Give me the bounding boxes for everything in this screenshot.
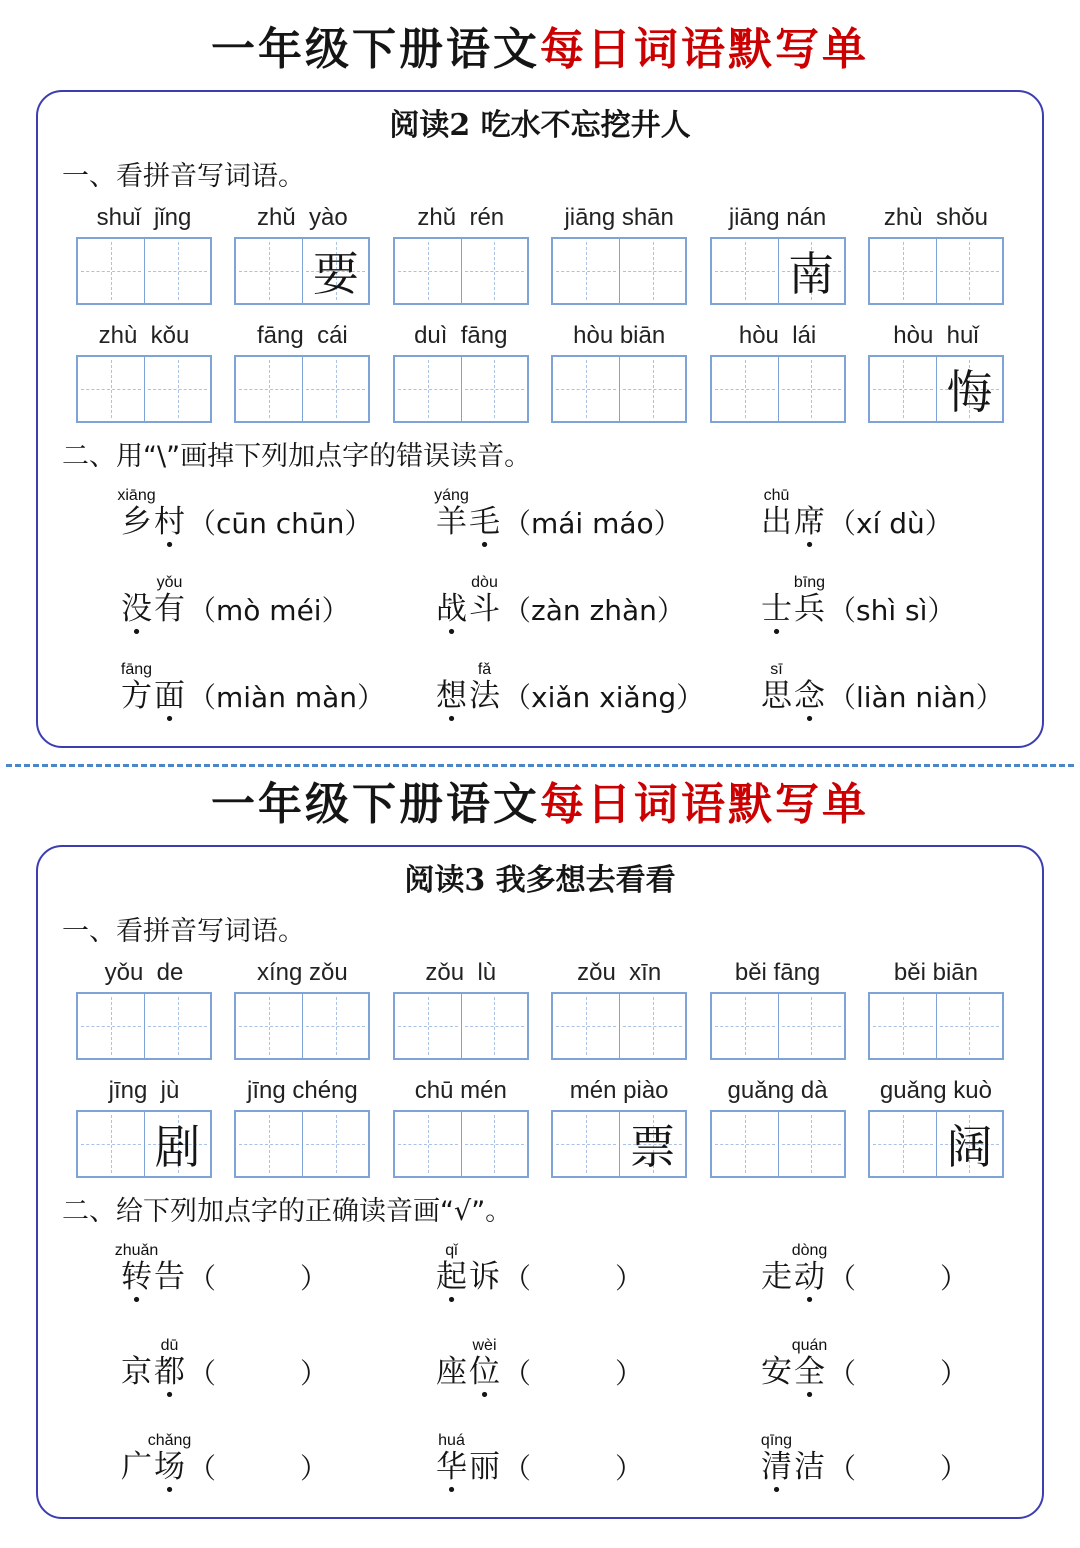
writing-cell xyxy=(395,1112,461,1176)
pinyin-hint: qīng xyxy=(760,1432,793,1449)
writing-grid xyxy=(393,1110,529,1178)
word-char xyxy=(793,661,826,730)
emphasis-dot: • xyxy=(804,1385,815,1406)
writing-cell xyxy=(236,1112,302,1176)
hanzi: 士 xyxy=(761,591,792,627)
writing-grid xyxy=(76,355,212,423)
section-2-label: 二、给下列加点字的正确读音画“√”。 xyxy=(62,1196,513,1227)
reading-options: （mái máo） xyxy=(503,507,682,540)
writing-cell xyxy=(778,1112,844,1176)
hanzi: 出 xyxy=(761,504,792,540)
answer-char: 悔 xyxy=(946,365,993,419)
word-block xyxy=(393,958,529,1060)
worksheet-box xyxy=(36,845,1044,1519)
word-char xyxy=(435,661,468,730)
exercise-item xyxy=(760,1337,1018,1406)
word-char xyxy=(114,1242,159,1311)
answer-char: 南 xyxy=(788,247,835,301)
pinyin-label: fāng cái xyxy=(257,322,348,349)
word-char xyxy=(760,574,793,643)
word-char xyxy=(468,487,501,556)
writing-grid xyxy=(76,1110,212,1178)
reading-options: （ ） xyxy=(828,1357,969,1390)
emphasis-dot: • xyxy=(131,1290,142,1311)
word-char xyxy=(153,661,186,730)
emphasis-dot: • xyxy=(446,622,457,643)
writing-cell xyxy=(936,1112,1002,1176)
pinyin-label: hòu huǐ xyxy=(893,322,979,349)
writing-grid xyxy=(710,1110,846,1178)
emphasis-dot: • xyxy=(164,1480,175,1501)
word-char xyxy=(791,1337,828,1406)
answer-char: 剧 xyxy=(154,1120,201,1174)
writing-grid xyxy=(710,237,846,305)
pinyin-hint: dū xyxy=(160,1337,179,1354)
emphasis-dot: • xyxy=(479,535,490,556)
hanzi: 毛 xyxy=(469,504,500,540)
word-block xyxy=(551,1076,687,1178)
writing-cell xyxy=(236,994,302,1058)
writing-cell xyxy=(870,994,936,1058)
word-char xyxy=(468,1242,501,1307)
emphasis-dot: • xyxy=(804,1290,815,1311)
word-char xyxy=(153,574,186,639)
pinyin-hint: qǐ xyxy=(445,1242,458,1259)
pinyin-label: jiāng nán xyxy=(728,204,827,231)
word-block xyxy=(393,203,529,305)
emphasis-dot: • xyxy=(804,535,815,556)
pinyin-label: guǎng kuò xyxy=(879,1077,992,1104)
writing-cell xyxy=(395,239,461,303)
writing-grid xyxy=(551,237,687,305)
pinyin-label: chū mén xyxy=(414,1077,507,1104)
hanzi: 动 xyxy=(794,1259,825,1295)
hanzi: 村 xyxy=(154,504,185,540)
page-2 xyxy=(0,777,1080,1519)
exercise-item xyxy=(760,574,1018,643)
writing-grid xyxy=(76,237,212,305)
word-char xyxy=(120,1337,153,1402)
emphasis-dot: • xyxy=(446,1480,457,1501)
hanzi: 羊 xyxy=(436,504,467,540)
writing-grid xyxy=(234,992,370,1060)
pinyin-label: zhù kǒu xyxy=(98,322,190,349)
reading-options: （ ） xyxy=(188,1452,329,1485)
word-block xyxy=(868,321,1004,423)
word-block xyxy=(710,321,846,423)
writing-cell xyxy=(778,994,844,1058)
exercise-item xyxy=(120,1337,435,1406)
writing-cell xyxy=(302,994,368,1058)
pinyin-grid-row-1 xyxy=(76,958,1004,1060)
hanzi: 乡 xyxy=(121,504,152,540)
writing-cell xyxy=(395,357,461,421)
section-2-label: 二、用“\”画掉下列加点字的错误读音。 xyxy=(62,441,532,472)
word-block xyxy=(551,958,687,1060)
word-char xyxy=(760,661,793,726)
emphasis-dot: • xyxy=(164,709,175,730)
writing-cell xyxy=(236,357,302,421)
writing-grid xyxy=(234,355,370,423)
writing-cell xyxy=(461,994,527,1058)
pinyin-label: shuǐ jǐng xyxy=(96,204,192,231)
hanzi: 全 xyxy=(794,1354,825,1390)
word-char xyxy=(760,1432,793,1501)
word-char xyxy=(760,1242,793,1307)
hanzi: 方 xyxy=(121,678,152,714)
pinyin-hint: chǎng xyxy=(147,1432,192,1449)
answer-char: 要 xyxy=(312,247,359,301)
reading-options: （zàn zhàn） xyxy=(503,594,685,627)
word-block xyxy=(393,1076,529,1178)
emphasis-dot: • xyxy=(446,1290,457,1311)
hanzi: 斗 xyxy=(469,591,500,627)
hanzi: 安 xyxy=(761,1354,792,1390)
reading-options: （shì sì） xyxy=(828,594,956,627)
hanzi: 转 xyxy=(121,1259,152,1295)
word-block xyxy=(710,1076,846,1178)
writing-grid xyxy=(551,1110,687,1178)
word-char xyxy=(760,487,793,552)
hanzi: 丽 xyxy=(469,1449,500,1485)
hanzi: 有 xyxy=(154,591,185,627)
section-1-label: 一、看拼音写词语。 xyxy=(62,916,305,947)
hanzi: 思 xyxy=(761,678,792,714)
word-block xyxy=(551,321,687,423)
worksheet-box xyxy=(36,90,1044,748)
writing-grid xyxy=(551,355,687,423)
writing-cell xyxy=(236,239,302,303)
emphasis-dot: • xyxy=(164,535,175,556)
emphasis-dot: • xyxy=(771,1480,782,1501)
word-char xyxy=(153,1337,186,1406)
pinyin-grid-row-2 xyxy=(76,321,1004,423)
hanzi: 兵 xyxy=(794,591,825,627)
writing-grid xyxy=(393,237,529,305)
pinyin-label: jiāng shān xyxy=(564,204,674,231)
word-char xyxy=(435,1432,468,1501)
pinyin-label: zǒu lù xyxy=(425,959,497,986)
writing-cell xyxy=(619,994,685,1058)
writing-grid xyxy=(76,992,212,1060)
pinyin-label: zhǔ yào xyxy=(257,204,348,231)
writing-grid xyxy=(234,237,370,305)
reading-options: （ ） xyxy=(188,1262,329,1295)
writing-cell xyxy=(461,357,527,421)
exercise-item xyxy=(120,661,435,730)
hanzi: 念 xyxy=(794,678,825,714)
word-block xyxy=(393,321,529,423)
writing-cell xyxy=(553,1112,619,1176)
pinyin-hint: dòng xyxy=(791,1242,828,1259)
writing-cell xyxy=(553,239,619,303)
word-char xyxy=(435,574,468,643)
writing-cell xyxy=(553,357,619,421)
word-char xyxy=(435,1242,468,1311)
pinyin-label: jīng chéng xyxy=(247,1077,358,1104)
title-name: 每日词语默写单 xyxy=(540,779,869,830)
writing-cell xyxy=(395,994,461,1058)
writing-cell xyxy=(144,994,210,1058)
pinyin-label: zhǔ rén xyxy=(417,204,505,231)
hanzi: 走 xyxy=(761,1259,792,1295)
word-block xyxy=(868,958,1004,1060)
writing-cell xyxy=(936,357,1002,421)
pinyin-label: běi biān xyxy=(893,959,978,986)
hanzi: 座 xyxy=(436,1354,467,1390)
word-char xyxy=(468,1337,501,1406)
writing-cell xyxy=(870,357,936,421)
word-char xyxy=(791,1242,828,1311)
word-block xyxy=(234,1076,370,1178)
emphasis-dot: • xyxy=(131,622,142,643)
writing-grid xyxy=(868,992,1004,1060)
writing-cell xyxy=(461,1112,527,1176)
writing-cell xyxy=(936,994,1002,1058)
word-block xyxy=(868,203,1004,305)
exercise-item xyxy=(120,574,435,643)
exercise-item xyxy=(434,487,760,556)
writing-cell xyxy=(936,239,1002,303)
writing-cell xyxy=(712,994,778,1058)
pinyin-hint: yǒu xyxy=(156,574,183,591)
pinyin-grid-row-2 xyxy=(76,1076,1004,1178)
word-char xyxy=(120,574,153,643)
emphasis-dot: • xyxy=(804,709,815,730)
word-char xyxy=(468,661,501,726)
pinyin-label: jīng jù xyxy=(108,1077,180,1104)
exercise-item xyxy=(435,1337,760,1406)
writing-cell xyxy=(778,357,844,421)
reading-options: （ ） xyxy=(828,1262,969,1295)
writing-cell xyxy=(712,239,778,303)
pinyin-label: zhù shǒu xyxy=(883,204,988,231)
reading-exercise-grid xyxy=(114,1242,1018,1501)
answer-char: 阔 xyxy=(946,1120,993,1174)
word-char xyxy=(153,1242,186,1307)
word-char xyxy=(760,1337,793,1402)
pinyin-hint: chū xyxy=(763,487,790,504)
writing-grid xyxy=(868,355,1004,423)
writing-grid xyxy=(868,1110,1004,1178)
word-char xyxy=(468,1432,501,1497)
emphasis-dot: • xyxy=(164,1385,175,1406)
pinyin-hint: bīng xyxy=(793,574,826,591)
section-1-label: 一、看拼音写词语。 xyxy=(62,161,305,192)
exercise-item xyxy=(435,1432,760,1501)
hanzi: 广 xyxy=(121,1449,152,1485)
worksheet-title xyxy=(0,777,1080,833)
writing-cell xyxy=(619,239,685,303)
page-1 xyxy=(0,22,1080,748)
pinyin-hint: xiāng xyxy=(117,487,156,504)
pinyin-hint: dòu xyxy=(471,574,498,591)
word-char xyxy=(793,1432,826,1497)
writing-cell xyxy=(78,357,144,421)
writing-cell xyxy=(619,1112,685,1176)
hanzi: 诉 xyxy=(469,1259,500,1295)
hanzi: 法 xyxy=(469,678,500,714)
exercise-item xyxy=(435,1242,760,1311)
pinyin-label: běi fāng xyxy=(734,959,821,986)
pinyin-label: yǒu de xyxy=(104,959,184,986)
exercise-item xyxy=(435,574,760,643)
pinyin-label: zǒu xīn xyxy=(577,959,662,986)
pinyin-hint: quán xyxy=(791,1337,828,1354)
reading-exercise-grid xyxy=(117,487,1018,730)
reading-options: （xí dù） xyxy=(828,507,953,540)
word-block xyxy=(710,203,846,305)
word-block xyxy=(76,958,212,1060)
hanzi: 都 xyxy=(154,1354,185,1390)
worksheet xyxy=(0,22,1080,1548)
hanzi: 洁 xyxy=(794,1449,825,1485)
pinyin-grid-row-1 xyxy=(76,203,1004,305)
pinyin-hint: fāng xyxy=(120,661,153,678)
hanzi: 京 xyxy=(121,1354,152,1390)
hanzi: 华 xyxy=(436,1449,467,1485)
worksheet-title xyxy=(0,22,1080,78)
word-block xyxy=(234,958,370,1060)
writing-cell xyxy=(302,357,368,421)
title-course: 一年级下册语文 xyxy=(211,779,540,830)
reading-options: （ ） xyxy=(503,1452,644,1485)
writing-cell xyxy=(870,1112,936,1176)
word-block xyxy=(234,203,370,305)
exercise-item xyxy=(760,1242,1018,1311)
hanzi: 面 xyxy=(154,678,185,714)
pinyin-label: xíng zǒu xyxy=(257,959,348,986)
writing-cell xyxy=(144,1112,210,1176)
exercise-item xyxy=(760,487,1018,556)
exercise-item xyxy=(117,487,435,556)
word-char xyxy=(435,487,468,552)
word-block xyxy=(234,321,370,423)
hanzi: 没 xyxy=(121,591,152,627)
writing-grid xyxy=(710,355,846,423)
word-block xyxy=(710,958,846,1060)
pinyin-label: hòu biān xyxy=(573,322,666,349)
answer-char: 票 xyxy=(629,1120,676,1174)
exercise-item xyxy=(435,661,760,730)
reading-options: （liàn niàn） xyxy=(828,681,1004,714)
word-block xyxy=(76,1076,212,1178)
hanzi: 场 xyxy=(154,1449,185,1485)
writing-cell xyxy=(712,1112,778,1176)
hanzi: 告 xyxy=(154,1259,185,1295)
pinyin-hint: zhuǎn xyxy=(114,1242,159,1259)
reading-options: （ ） xyxy=(503,1357,644,1390)
title-name: 每日词语默写单 xyxy=(540,24,869,75)
hanzi: 起 xyxy=(436,1259,467,1295)
writing-cell xyxy=(870,239,936,303)
writing-cell xyxy=(78,1112,144,1176)
exercise-item xyxy=(114,1242,435,1311)
writing-grid xyxy=(868,237,1004,305)
writing-grid xyxy=(234,1110,370,1178)
pinyin-hint: wèi xyxy=(472,1337,497,1354)
pinyin-hint: fǎ xyxy=(477,661,492,678)
word-char xyxy=(435,1337,468,1402)
lesson-title: 阅读3 我多想去看看 xyxy=(404,863,676,898)
lesson-title: 阅读2 吃水不忘挖井人 xyxy=(389,108,691,143)
reading-options: （mò méi） xyxy=(188,594,350,627)
reading-options: （ ） xyxy=(188,1357,329,1390)
hanzi: 想 xyxy=(436,678,467,714)
reading-options: （cūn chūn） xyxy=(188,507,373,540)
pinyin-label: hòu lái xyxy=(738,322,817,349)
pinyin-hint: yáng xyxy=(434,487,469,504)
word-char xyxy=(120,661,153,726)
pinyin-label: guǎng dà xyxy=(727,1077,828,1104)
reading-options: （ ） xyxy=(503,1262,644,1295)
hanzi: 战 xyxy=(436,591,467,627)
word-char xyxy=(147,1432,192,1501)
word-char xyxy=(468,574,501,639)
word-char xyxy=(793,487,826,556)
word-char xyxy=(117,487,156,552)
word-block xyxy=(868,1076,1004,1178)
writing-grid xyxy=(393,355,529,423)
cut-line-divider xyxy=(6,764,1074,767)
emphasis-dot: • xyxy=(479,1385,490,1406)
writing-grid xyxy=(551,992,687,1060)
word-block xyxy=(76,321,212,423)
writing-grid xyxy=(393,992,529,1060)
word-block xyxy=(551,203,687,305)
writing-grid xyxy=(710,992,846,1060)
writing-cell xyxy=(461,239,527,303)
pinyin-label: duì fāng xyxy=(414,322,508,349)
word-char xyxy=(153,487,186,556)
writing-cell xyxy=(78,239,144,303)
emphasis-dot: • xyxy=(446,709,457,730)
writing-cell xyxy=(144,239,210,303)
writing-cell xyxy=(302,239,368,303)
writing-cell xyxy=(712,357,778,421)
word-block xyxy=(76,203,212,305)
writing-cell xyxy=(619,357,685,421)
emphasis-dot: • xyxy=(771,622,782,643)
hanzi: 位 xyxy=(469,1354,500,1390)
reading-options: （miàn màn） xyxy=(188,681,386,714)
writing-cell xyxy=(302,1112,368,1176)
writing-cell xyxy=(144,357,210,421)
word-char xyxy=(793,574,826,639)
title-course: 一年级下册语文 xyxy=(211,24,540,75)
pinyin-hint: sī xyxy=(770,661,783,678)
writing-cell xyxy=(553,994,619,1058)
hanzi: 清 xyxy=(761,1449,792,1485)
hanzi: 席 xyxy=(794,504,825,540)
exercise-item xyxy=(120,1432,435,1501)
exercise-item xyxy=(760,661,1018,730)
exercise-item xyxy=(760,1432,1018,1501)
reading-options: （ ） xyxy=(828,1452,969,1485)
writing-cell xyxy=(778,239,844,303)
pinyin-hint: huá xyxy=(438,1432,465,1449)
writing-cell xyxy=(78,994,144,1058)
reading-options: （xiǎn xiǎng） xyxy=(503,681,705,714)
pinyin-label: mén piào xyxy=(569,1077,669,1104)
